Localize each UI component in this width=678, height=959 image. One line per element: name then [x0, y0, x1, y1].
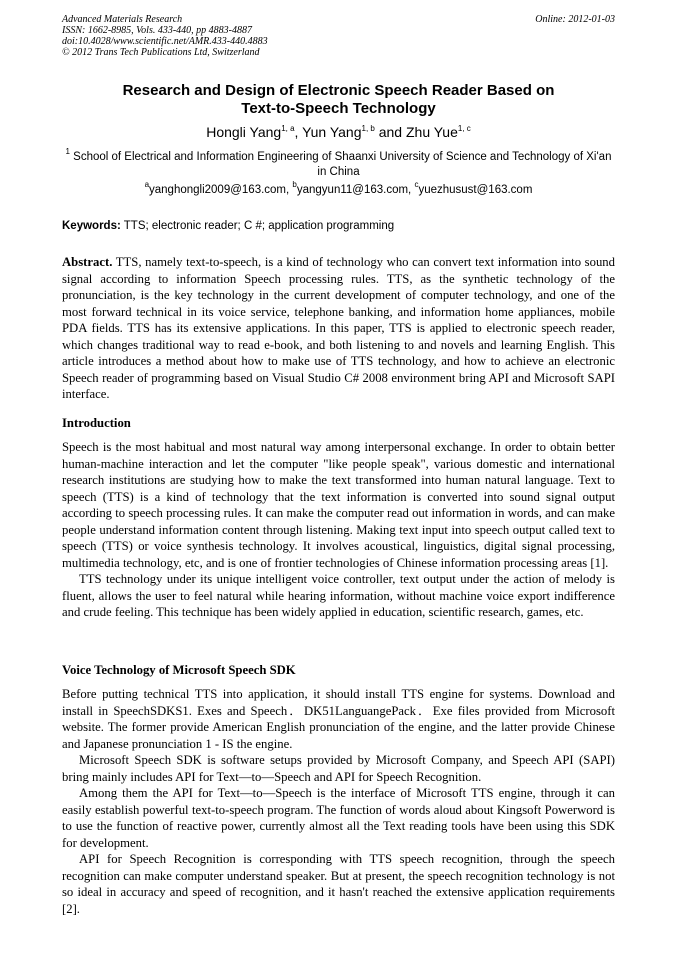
- title-line-1: Research and Design of Electronic Speech Reader Based on: [122, 82, 555, 99]
- section-heading-introduction: Introduction: [62, 416, 131, 430]
- email-address: yanghongli2009@163.com,: [149, 184, 293, 196]
- keywords: [62, 220, 615, 232]
- keywords-label: Keywords:: [62, 220, 121, 232]
- issn-line: ISSN: 1662-8985, Vols. 433-440, pp 4883-4887: [62, 25, 252, 36]
- paper-title: [62, 82, 615, 118]
- author-superscript: 1, c: [457, 124, 471, 133]
- section-heading-voice-technology: Voice Technology of Microsoft Speech SDK: [62, 663, 296, 677]
- abstract-text: TTS, namely text-to-speech, is a kind of technology who can convert text information into sound signal according to information Speech processing rules. TTS, as the synthetic technology of the pronunciation, is the key technology in the current development of computer technology, and one of the most forward technical in its voice service, telephone banking, and information home appliances, mobile PDA fields. TTS has its extensive applications. In this paper, TTS is applied to electronic speech reader, which changes traditional way to read e-book, and both listening to and novels and learning English. This article introduces a method about how to make use of TTS technology, and how to achieve an electronic Speech reader of programming based on Visual Studio C# 2008 environment bring API and Microsoft SAPI interface.: [62, 255, 615, 401]
- email-superscript: a: [144, 180, 150, 189]
- paragraph: TTS technology under its unique intelligent voice controller, text output under the action of melody is fluent, allows the user to feel natural while hearing information, without machine voice export indifference and crude feeling. This technique has been widely applied in education, scientific research, games, etc.: [62, 572, 615, 619]
- journal-name: Advanced Materials Research: [62, 14, 183, 25]
- email-address: yuezhusust@163.com: [418, 184, 533, 196]
- abstract-label: Abstract.: [62, 255, 113, 269]
- email-superscript: c: [414, 180, 419, 189]
- affiliation: [62, 147, 615, 180]
- paragraph: Before putting technical TTS into application, it should install TTS engine for systems. Download and install in SpeechSDKS1. Exes and Speech．DK51LanguangePack．Exe files provided from Microsoft website. The former provide American English pronunciation of the engine, and the latter provide Chinese and Japanese pronunciation 1 - IS the engine.: [62, 687, 615, 751]
- author-name: Yun Yang: [302, 124, 362, 140]
- online-date: Online: 2012-01-03: [535, 14, 615, 25]
- email-superscript: b: [292, 180, 297, 189]
- journal-header: [62, 14, 615, 58]
- paragraph: Among them the API for Text—to—Speech is the interface of Microsoft TTS engine, through it can easily establish powerful text-to-speech program. The function of words aloud about Kingsoft Powerword is to use the function of reactive power, currently almost all the Text reading tools have been using this SDK for development.: [62, 786, 615, 850]
- copyright-line: © 2012 Trans Tech Publications Ltd, Switzerland: [62, 47, 260, 58]
- email-address: yangyun11@163.com,: [296, 184, 415, 196]
- author-name: Hongli Yang: [206, 124, 282, 140]
- affiliation-text: School of Electrical and Information Engineering of Shaanxi University of Science and Technology of Xi'an in China: [69, 151, 612, 178]
- author-separator: and: [374, 124, 406, 140]
- abstract: [62, 254, 615, 403]
- author-superscript: 1, b: [361, 124, 375, 133]
- author-superscript: 1, a: [281, 124, 295, 133]
- author-separator: ,: [294, 124, 303, 140]
- author-name: Zhu Yue: [405, 124, 458, 140]
- author-list: [62, 124, 615, 140]
- paragraph: API for Speech Recognition is corresponding with TTS speech recognition, through the speech recognition can make computer understand speaker. But at present, the speech recognition technology is not so ideal in accuracy and speed of recognition, and it hasn't reached the extensive application requirements [2].: [62, 852, 615, 916]
- affiliation-superscript: 1: [65, 147, 70, 156]
- keywords-text: TTS; electronic reader; C #; application programming: [120, 220, 395, 232]
- voice-section-body: [62, 686, 615, 917]
- doi-line: doi:10.4028/www.scientific.net/AMR.433-440.4883: [62, 36, 268, 47]
- paragraph: Microsoft Speech SDK is software setups provided by Microsoft Company, and Speech API (SAPI) bring mainly includes API for Text—to—Speech and API for Speech Recognition.: [62, 753, 615, 784]
- title-line-2: Text-to-Speech Technology: [241, 100, 436, 117]
- author-emails: [62, 180, 615, 196]
- abstract-paragraph: [62, 254, 615, 403]
- paragraph: Speech is the most habitual and most natural way among interpersonal exchange. In order to obtain better human-machine interaction and let the computer "like people speak", various domestic and international research institutions are studying how to make the text transformed into human natural language. Text to speech (TTS) is a kind of technology that the text information is converted into sound signal output according to speech processing rules. It can make the computer read out information in words, and can make people understand information content through listening. Making text input into speech output called text to speech (TTS) or voice synthesis technology. It involves acoustical, linguistics, digital signal processing, multimedia technology, etc, and is one of frontier technologies of Chinese information processing areas [1].: [62, 440, 615, 570]
- introduction-body: [62, 439, 615, 621]
